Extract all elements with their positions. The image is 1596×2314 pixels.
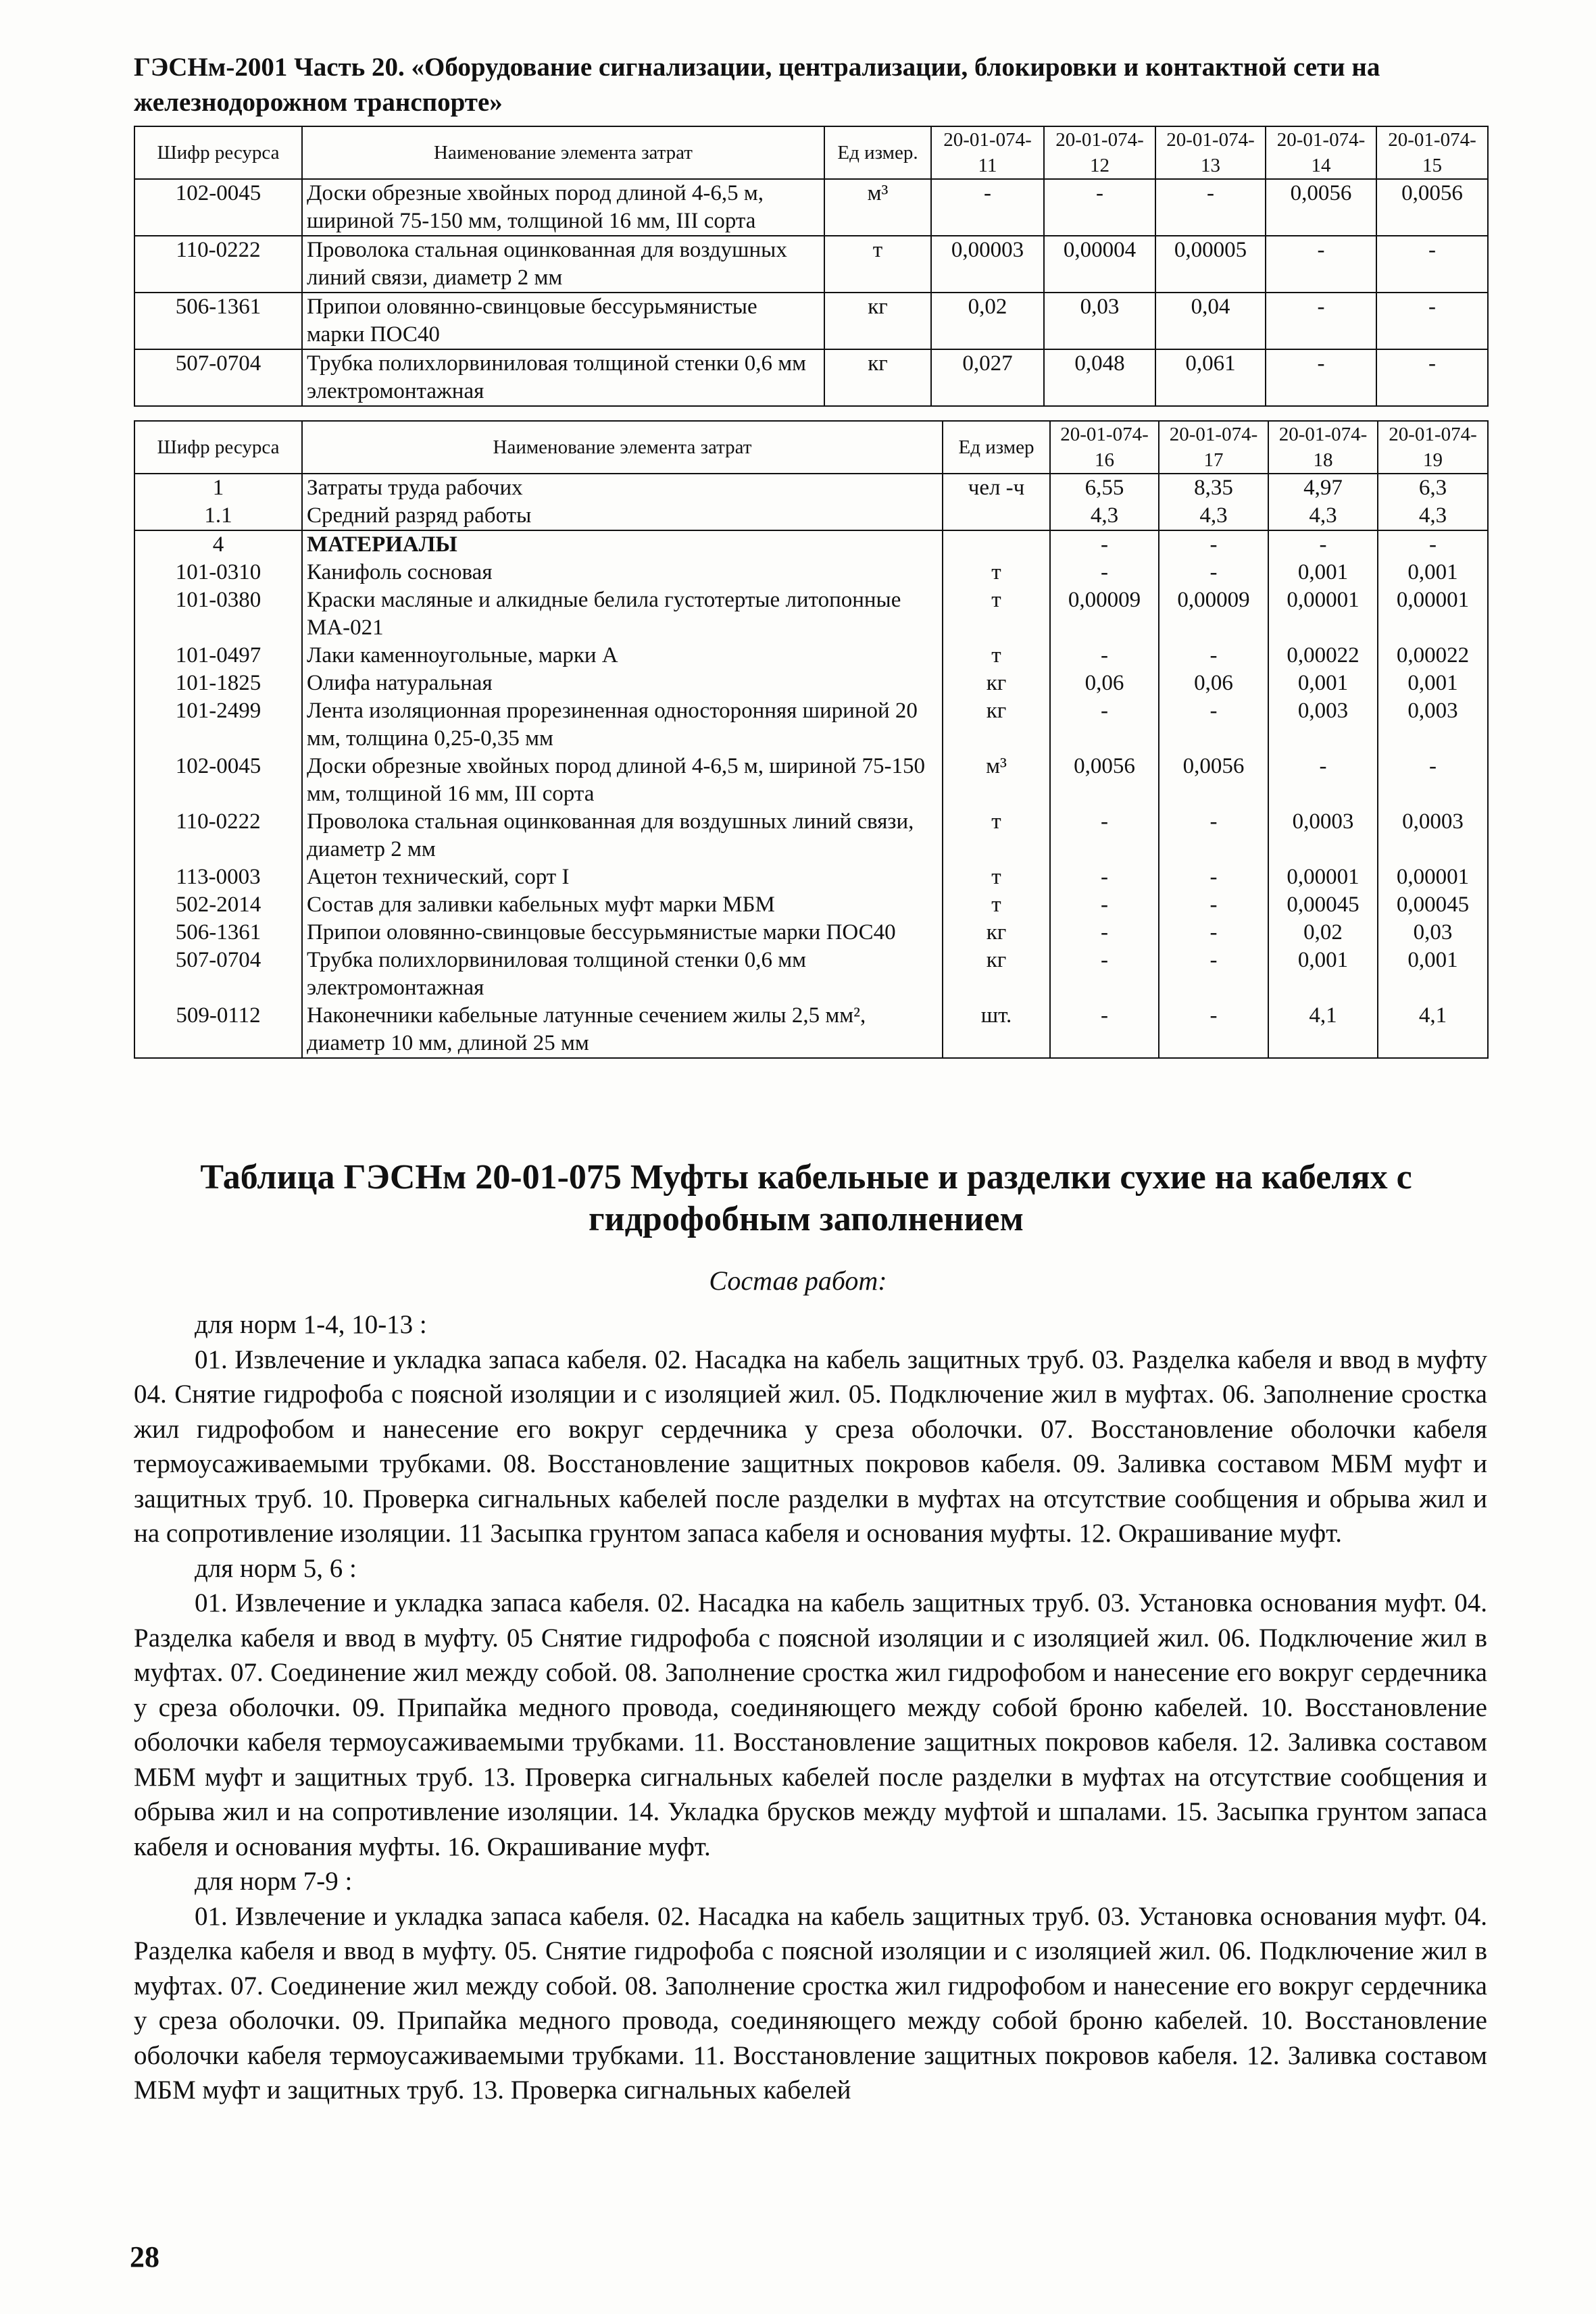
value-cell: 0,0003 [1268,808,1378,863]
unit-cell: кг [824,349,931,406]
value-cell: 0,00001 [1268,586,1378,642]
value-cell: - [1050,863,1159,891]
unit-cell: кг [943,670,1050,697]
resource-name: Трубка полихлорвиниловая толщиной стенки 0,6 мм электромонтажная [302,947,943,1002]
unit-cell: т [943,559,1050,586]
unit-cell: т [943,891,1050,919]
value-cell: - [1050,919,1159,947]
value-cell: 0,00022 [1378,642,1488,670]
value-cell: 0,061 [1155,349,1266,406]
table-row [134,586,1488,642]
page-number: 28 [130,2240,159,2273]
resource-name: Канифоль сосновая [302,559,943,586]
value-cell: - [1159,559,1268,586]
resource-code: 506-1361 [134,293,302,349]
resource-name: Проволока стальная оцинкованная для воздушных линий связи, диаметр 2 мм [302,808,943,863]
section-title: Таблица ГЭСНм 20-01-075 Муфты кабельные и разделки сухие на кабелях с гидрофобным заполнением [200,1158,1412,1238]
value-cell: 0,027 [931,349,1044,406]
table-row [134,349,1488,406]
resource-code: 1.1 [134,502,302,530]
resource-name: Припои оловянно-свинцовые бессурьмянистые марки ПОС40 [302,293,824,349]
value-cell: 0,0056 [1159,753,1268,808]
value-cell: 0,0056 [1050,753,1159,808]
value-cell: - [1050,947,1159,1002]
value-cell: - [1376,293,1488,349]
value-cell: 0,001 [1378,559,1488,586]
value-cell: - [1159,919,1268,947]
column-header: 20-01-074-18 [1268,421,1378,474]
table-row [134,293,1488,349]
value-cell: 4,3 [1268,502,1378,530]
value-cell: 0,048 [1044,349,1155,406]
value-cell: - [1159,642,1268,670]
value-cell: 0,0003 [1378,808,1488,863]
resource-name: Средний разряд работы [302,502,943,530]
resource-code: 507-0704 [134,349,302,406]
value-cell: 4,3 [1159,502,1268,530]
value-cell: 0,00001 [1378,863,1488,891]
table-row [134,1002,1488,1058]
unit-cell: т [943,863,1050,891]
value-cell: 4,97 [1268,474,1378,502]
value-cell: 4,3 [1050,502,1159,530]
value-cell: 0,003 [1378,697,1488,753]
value-cell: - [1266,349,1376,406]
value-cell: - [1159,1002,1268,1058]
value-cell: 0,02 [1268,919,1378,947]
unit-cell: т [824,236,931,293]
value-cell: 4,1 [1268,1002,1378,1058]
value-cell: - [1376,349,1488,406]
table-row [134,753,1488,808]
unit-cell: т [943,808,1050,863]
resource-name: Доски обрезные хвойных пород длиной 4-6,5 м, шириной 75-150 мм, толщиной 16 мм, III сорта [302,179,824,236]
value-cell: 0,001 [1378,670,1488,697]
value-cell: - [1159,530,1268,559]
unit-cell: м³ [943,753,1050,808]
table-row [134,863,1488,891]
resource-name: Припои оловянно-свинцовые бессурьмянистые марки ПОС40 [302,919,943,947]
table-row [134,236,1488,293]
resource-code: 4 [134,530,302,559]
column-header: Ед измер [943,421,1050,474]
column-header: 20-01-074-12 [1044,126,1155,179]
unit-cell: кг [943,919,1050,947]
value-cell: 0,03 [1044,293,1155,349]
unit-cell: кг [943,697,1050,753]
table-row [134,642,1488,670]
value-cell: - [1050,808,1159,863]
work-composition [134,1307,1487,2108]
unit-cell [943,530,1050,559]
resource-code: 101-1825 [134,670,302,697]
resource-code: 1 [134,474,302,502]
value-cell: 0,00022 [1268,642,1378,670]
value-cell: - [1268,530,1378,559]
resource-name: Ацетон технический, сорт I [302,863,943,891]
value-cell: 0,001 [1268,947,1378,1002]
table-row [134,891,1488,919]
value-cell: - [1266,293,1376,349]
column-header: Шифр ресурса [134,126,302,179]
value-cell: - [1159,697,1268,753]
value-cell: 0,02 [931,293,1044,349]
value-cell: 0,00045 [1268,891,1378,919]
value-cell: 0,0056 [1266,179,1376,236]
value-cell: 0,001 [1268,670,1378,697]
value-cell: 0,001 [1378,947,1488,1002]
value-cell: - [1044,179,1155,236]
value-cell: - [931,179,1044,236]
unit-cell: кг [824,293,931,349]
value-cell: 0,0056 [1376,179,1488,236]
resource-name: Доски обрезные хвойных пород длиной 4-6,5 м, шириной 75-150 мм, толщиной 16 мм, III сорта [302,753,943,808]
value-cell: - [1376,236,1488,293]
value-cell: 0,00001 [1378,586,1488,642]
column-header: Шифр ресурса [134,421,302,474]
unit-cell: м³ [824,179,931,236]
resource-code: 507-0704 [134,947,302,1002]
resource-table-2 [134,420,1489,1059]
value-cell: 4,3 [1378,502,1488,530]
table-row [134,530,1488,559]
resource-code: 101-0380 [134,586,302,642]
norm-range-label: для норм 5, 6 : [195,1553,357,1583]
value-cell: - [1159,947,1268,1002]
value-cell: 6,55 [1050,474,1159,502]
table-header-row [134,421,1488,474]
norm-range-label: для норм 7-9 : [195,1867,353,1896]
unit-cell: шт. [943,1002,1050,1058]
resource-code: 101-0310 [134,559,302,586]
column-header: 20-01-074-16 [1050,421,1159,474]
column-header: 20-01-074-14 [1266,126,1376,179]
value-cell: 0,00009 [1159,586,1268,642]
work-steps-paragraph: 01. Извлечение и укладка запаса кабеля. 02. Насадка на кабель защитных труб. 03. Установка основания муфт. 04. Разделка кабеля и ввод в муфту. 05 Снятие гидрофоба с поясной изоляции и с изоляцией жил. 06. Подключение жил в муфтах. 07. Соединение жил между собой. 08. Заполнение сростка жил гидрофобом и нанесение его вокруг сердечника у среза оболочки. 09. Припайка медного провода, соединяющего между собой броню кабелей. 10. Восстановление оболочки кабеля термоусаживаемыми трубками. 11. Восстановление защитных покровов кабеля. 12. Заливка составом МБМ муфт и защитных труб. 13. Проверка сигнальных кабелей после разделки в муфтах на отсутствие сообщения и обрыва жил и на сопротивление изоляции. 14. Укладка брусков между муфтой и шпалами. 15. Засыпка грунтом запаса кабеля и основания муфты. 16. Окрашивание муфт. [134,1588,1487,1861]
column-header: 20-01-074-15 [1376,126,1488,179]
table-row [134,559,1488,586]
value-cell: 0,003 [1268,697,1378,753]
value-cell: 4,1 [1378,1002,1488,1058]
resource-name: Лаки каменноугольные, марки А [302,642,943,670]
value-cell: 8,35 [1159,474,1268,502]
resource-name: Наконечники кабельные латунные сечением жилы 2,5 мм², диаметр 10 мм, длиной 25 мм [302,1002,943,1058]
value-cell: - [1159,863,1268,891]
resource-name: Затраты труда рабочих [302,474,943,502]
value-cell: 0,03 [1378,919,1488,947]
unit-cell: чел -ч [943,474,1050,502]
column-header: Наименование элемента затрат [302,126,824,179]
value-cell: - [1159,891,1268,919]
unit-cell: т [943,642,1050,670]
work-steps-paragraph: 01. Извлечение и укладка запаса кабеля. 02. Насадка на кабель защитных труб. 03. Установка основания муфт. 04. Разделка кабеля и ввод в муфту. 05. Снятие гидрофоба с поясной изоляции и с изоляцией жил. 06. Подключение жил в муфтах. 07. Соединение жил между собой. 08. Заполнение сростка жил гидрофобом и нанесение его вокруг сердечника у среза оболочки. 09. Припайка медного провода, соединяющего между собой броню кабелей. 10. Восстановление оболочки кабеля термоусаживаемыми трубками. 11. Восстановление защитных покровов кабеля. 12. Заливка составом МБМ муфт и защитных труб. 13. Проверка сигнальных кабелей [134,1901,1487,2105]
value-cell: - [1050,642,1159,670]
table-row [134,474,1488,502]
value-cell: - [1268,753,1378,808]
value-cell: 0,00003 [931,236,1044,293]
norm-range-label: для норм 1-4, 10-13 : [195,1310,427,1339]
column-header: 20-01-074-11 [931,126,1044,179]
value-cell: - [1050,559,1159,586]
resource-name: Олифа натуральная [302,670,943,697]
resource-code: 509-0112 [134,1002,302,1058]
resource-name: Краски масляные и алкидные белила густотертые литопонные МА-021 [302,586,943,642]
table-row [134,179,1488,236]
table-row [134,808,1488,863]
resource-code: 101-2499 [134,697,302,753]
value-cell: 0,00005 [1155,236,1266,293]
resource-code: 110-0222 [134,808,302,863]
value-cell: - [1378,530,1488,559]
resource-code: 110-0222 [134,236,302,293]
value-cell: 0,00009 [1050,586,1159,642]
value-cell: 6,3 [1378,474,1488,502]
value-cell: 0,04 [1155,293,1266,349]
column-header: 20-01-074-17 [1159,421,1268,474]
table-row [134,502,1488,530]
value-cell: 0,001 [1268,559,1378,586]
value-cell: 0,06 [1159,670,1268,697]
table-row [134,670,1488,697]
section-heading-cell: МАТЕРИАЛЫ [302,530,943,559]
value-cell: - [1050,530,1159,559]
resource-name: Состав для заливки кабельных муфт марки МБМ [302,891,943,919]
resource-code: 102-0045 [134,753,302,808]
value-cell: - [1378,753,1488,808]
composition-label: Состав работ: [709,1265,887,1296]
resource-name: Проволока стальная оцинкованная для воздушных линий связи, диаметр 2 мм [302,236,824,293]
value-cell: - [1050,1002,1159,1058]
unit-cell: кг [943,947,1050,1002]
column-header: Ед измер. [824,126,931,179]
resource-code: 101-0497 [134,642,302,670]
table-row [134,919,1488,947]
resource-code: 113-0003 [134,863,302,891]
running-header: ГЭСНм-2001 Часть 20. «Оборудование сигнализации, централизации, блокировки и контактной сети на железнодорожном транспорте» [134,53,1380,117]
resource-name: Трубка полихлорвиниловая толщиной стенки 0,6 мм электромонтажная [302,349,824,406]
resource-table-1 [134,126,1489,407]
unit-cell: т [943,586,1050,642]
value-cell: - [1159,808,1268,863]
resource-code: 102-0045 [134,179,302,236]
value-cell: - [1050,697,1159,753]
value-cell: - [1050,891,1159,919]
value-cell: 0,00045 [1378,891,1488,919]
table-row [134,947,1488,1002]
column-header: 20-01-074-13 [1155,126,1266,179]
value-cell: 0,06 [1050,670,1159,697]
unit-cell [943,502,1050,530]
resource-code: 502-2014 [134,891,302,919]
value-cell: 0,00004 [1044,236,1155,293]
work-steps-paragraph: 01. Извлечение и укладка запаса кабеля. 02. Насадка на кабель защитных труб. 03. Разделка кабеля и ввод в муфту 04. Снятие гидрофоба с поясной изоляции и с изоляцией жил. 05. Подключение жил в муфтах. 06. Заполнение сростка жил гидрофобом и нанесение его вокруг сердечника у среза оболочки. 07. Восстановление оболочки кабеля термоусаживаемыми трубками. 08. Восстановление защитных покровов кабеля. 09. Заливка составом МБМ муфт и защитных труб. 10. Проверка сигнальных кабелей после разделки в муфтах на отсутствие сообщения и обрыва жил и на сопротивление изоляции. 11 Засыпка грунтом запаса кабеля и основания муфты. 12. Окрашивание муфт. [134,1344,1487,1548]
column-header: Наименование элемента затрат [302,421,943,474]
resource-code: 506-1361 [134,919,302,947]
value-cell: 0,00001 [1268,863,1378,891]
value-cell: - [1266,236,1376,293]
column-header: 20-01-074-19 [1378,421,1488,474]
table-header-row [134,126,1488,179]
resource-name: Лента изоляционная прорезиненная односторонняя шириной 20 мм, толщина 0,25-0,35 мм [302,697,943,753]
table-row [134,697,1488,753]
value-cell: - [1155,179,1266,236]
